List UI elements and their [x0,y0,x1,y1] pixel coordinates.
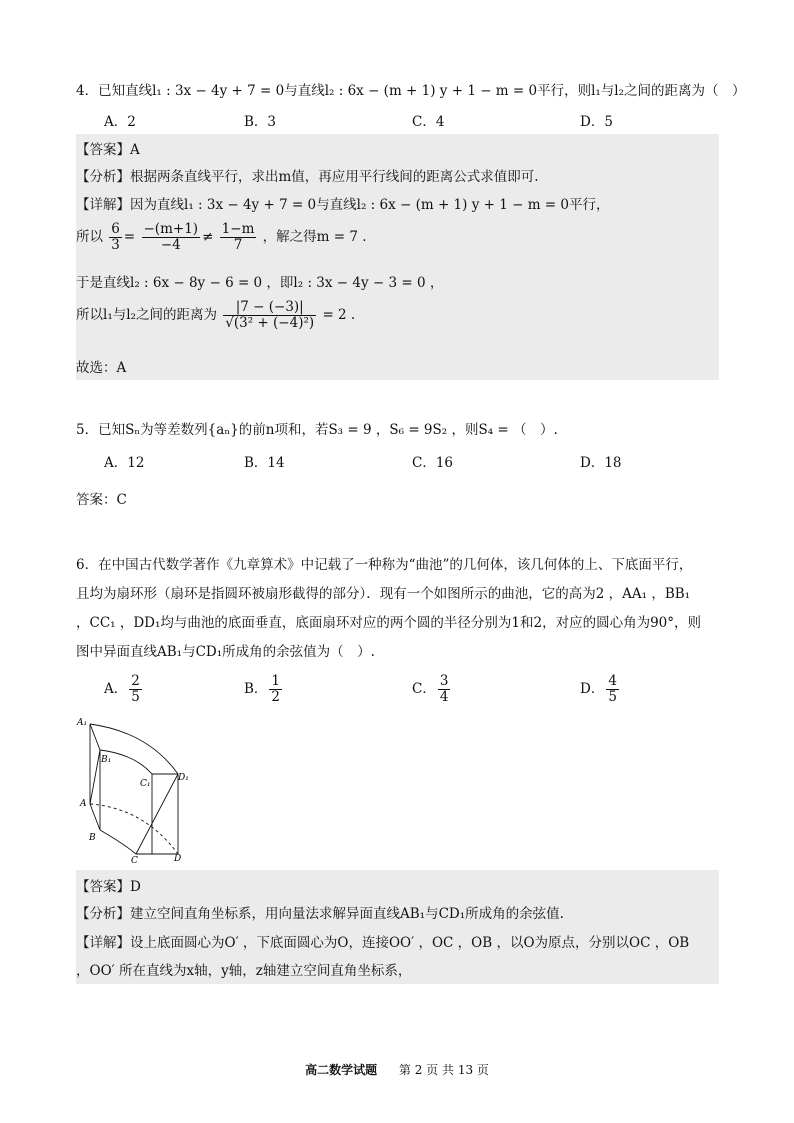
label-d1: D₁ [178,773,189,783]
q5-option-d: D．18 [580,455,622,471]
footer-page-number: 第 2 页 共 13 页 [398,1063,489,1077]
q4-option-a: A．2 [104,114,136,130]
qu-chi-figure [74,714,194,864]
q6-option-d: D． $\frac{4}{5}$ [580,673,617,705]
label-c1: C₁ [140,779,151,789]
q5-answer: 答案：C [76,492,127,508]
q4-fraction-1: $\frac{6}{3}$ [111,221,120,253]
q6-answer: 【答案】D [76,879,141,895]
q6-line-4: 图中异面直线AB₁与CD₁所成角的余弦值为（ ）. [76,644,375,660]
q4-detail-4 [76,300,355,331]
q4-option-d: D．5 [580,114,613,130]
page-footer [0,1061,794,1078]
q6-line-2: 且均为扇环形（扇环是指圆环被扇形截得的部分）．现有一个如图所示的曲池，它的高为2 ，AA₁ ，BB₁ [76,586,691,602]
segment-ab1 [90,750,100,804]
q5-option-b: B．14 [244,455,285,471]
q4-option-c: C．4 [412,114,445,130]
q6-detail-1: 【详解】设上底面圆心为O′ ，下底面圆心为O，连接OO′ ，OC ，OB ，以O为原点，分别以OC ，OB [76,935,690,951]
q4-detail-4-post: = 2 . [322,307,356,323]
q5-stem: 5．已知Sₙ为等差数列{aₙ}的前n项和，若S₃ = 9 ，S₆ = 9S₂ ，则S₄ = （ ）. [76,422,558,438]
q4-detail-4-pre: 所以l₁与l₂之间的距离为 [76,307,217,323]
q4-fraction-2: $\frac{-(m+1)}{-4}$ [143,221,199,253]
label-d: D [174,854,182,864]
label-b1: B₁ [101,755,112,765]
q5-option-a: A．12 [104,455,145,471]
q4-distance-fraction: $\frac{|7 - (-3)|}{\text{√(3² + (−4)²)}}$ [225,299,315,331]
q4-detail-2-post: ，解之得m = 7 . [262,229,367,245]
q5-option-c: C．16 [412,455,454,471]
q6-line-3: ，CC₁ ，DD₁均与曲池的底面垂直，底面扇环对应的两个圆的半径分别为1和2，对应的圆心角为90°，则 [76,615,702,631]
footer-title: 高二数学试题 [305,1063,378,1077]
label-a1: A₁ [77,718,88,728]
q6-analysis: 【分析】建立空间直角坐标系，用向量法求解异面直线AB₁与CD₁所成角的余弦值. [76,906,564,922]
q4-detail-3: 于是直线l₂ : 6x − 8y − 6 = 0 ，即l₂ : 3x − 4y − 3 = 0 ， [76,275,444,291]
outer-top-arc [90,724,178,774]
outer-bottom-arc-hidden [90,804,178,854]
q4-choose: 故选：A [76,360,127,376]
q6-option-a: A． $\frac{2}{5}$ [104,673,140,705]
q6-line-1: 6．在中国古代数学著作《九章算术》中记载了一种称为“曲池”的几何体，该几何体的上、下底面平行， [76,557,693,573]
label-b: B [89,833,96,843]
q6-option-c: C． $\frac{3}{4}$ [412,673,449,705]
q4-detail-1: 【详解】因为直线l₁ : 3x − 4y + 7 = 0与直线l₂ : 6x − (m + 1) y + 1 − m = 0平行， [76,197,610,213]
q4-fraction-3: $\frac{1-m}{7}$ [221,221,255,253]
q4-answer: 【答案】A [76,142,140,158]
q6-detail-2: ，OO′ 所在直线为x轴，y轴，z轴建立空间直角坐标系， [76,963,412,979]
q4-detail-2-pre: 所以 [76,229,103,245]
q6-option-b: B． $\frac{1}{2}$ [244,673,281,705]
q4-option-b: B．3 [244,114,277,130]
q4-stem: 4．已知直线l₁ : 3x − 4y + 7 = 0与直线l₂ : 6x − (m + 1) y + 1 − m = 0平行，则l₁与l₂之间的距离为（ ） [76,83,746,99]
inner-bottom-arc [100,830,136,854]
q4-detail-2: 所以 $\frac{6}{3}$ = $\frac{-(m+1)}{-4}$ ≠ $\frac{1-m}{7}$ ，解之得m = 7 . [76,221,367,253]
q4-analysis: 【分析】根据两条直线平行，求出m值，再应用平行线间的距离公式求值即可. [76,169,539,185]
label-c: C [131,856,138,864]
label-a: A [80,799,87,809]
